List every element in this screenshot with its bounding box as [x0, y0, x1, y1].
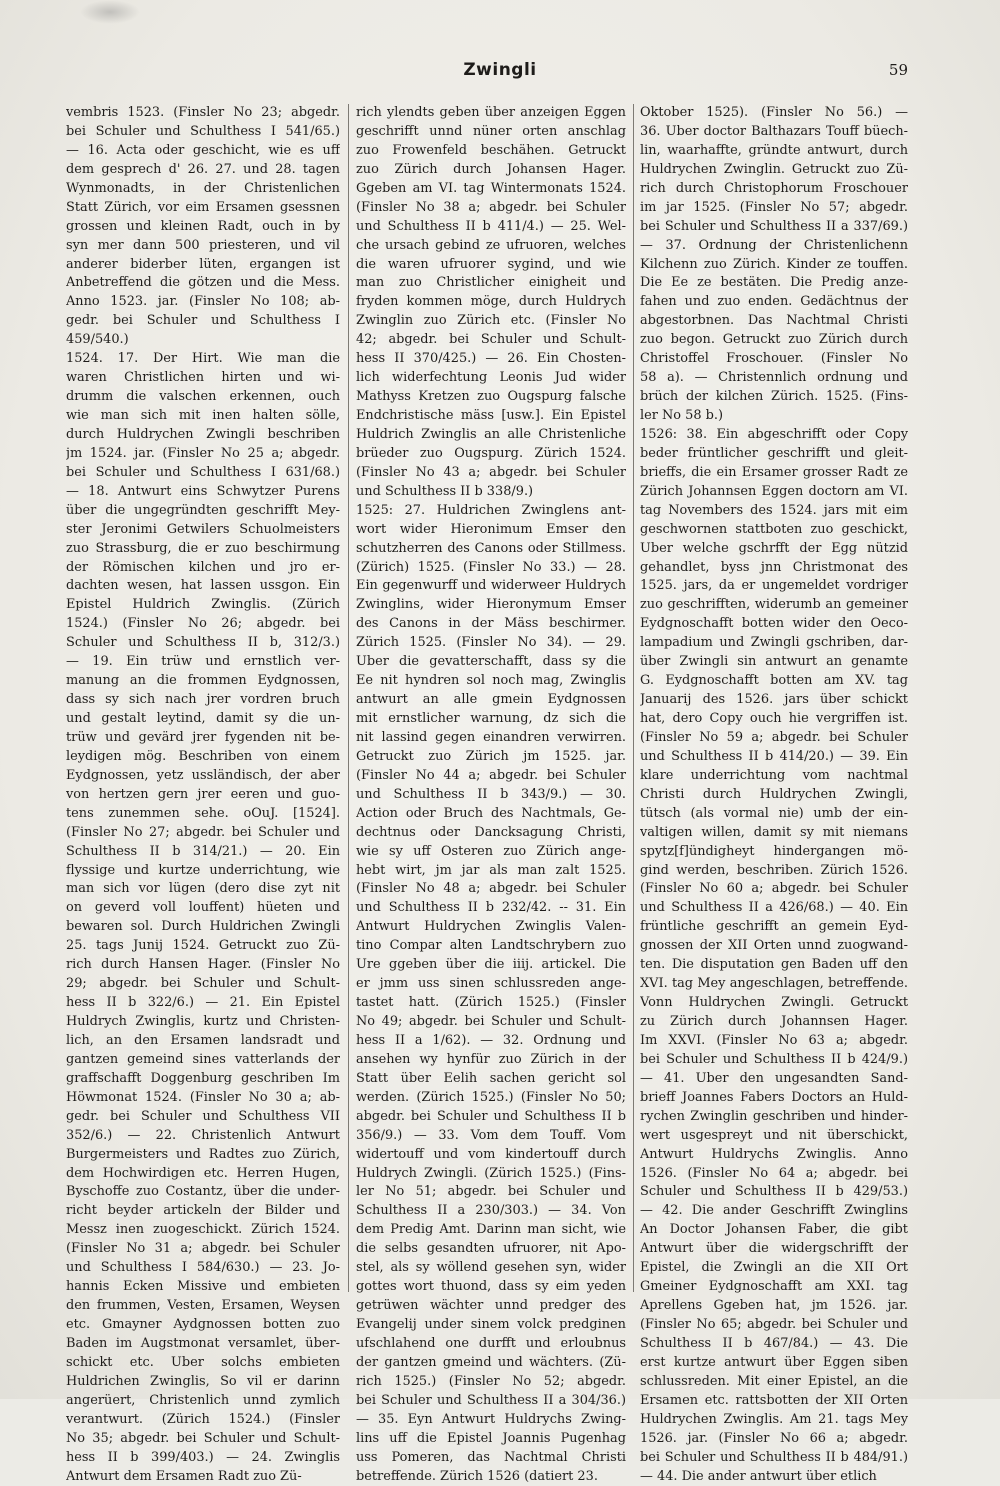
- text-line: und Schulthess II b 343/9.) — 30.: [356, 786, 626, 805]
- text-line: (Finsler No 48 a; abgedr. bei Schuler: [356, 880, 626, 899]
- text-line: und Schulthess II b 411/4.) — 25. Wel-: [356, 218, 626, 237]
- text-line: Statt Zürich, vor eim Ersamen gsessnen: [66, 199, 340, 218]
- text-line: lins uff die Epistel Joannis Pugenhag: [356, 1430, 626, 1449]
- text-line: dechtnus oder Dancksagung Christi,: [356, 824, 626, 843]
- text-line: Ure ggeben über die iiij. artickel. Die: [356, 956, 626, 975]
- text-line: che ursach gebind ze ufruoren, welches: [356, 237, 626, 256]
- text-line: 36. Uber doctor Balthazars Touff büech-: [640, 123, 908, 142]
- text-line: Schuler und Schulthess II b 429/53.): [640, 1183, 908, 1202]
- text-line: 356/9.) — 33. Vom dem Touff. Vom: [356, 1127, 626, 1146]
- text-line: betreffende. Zürich 1526 (datiert 23.: [356, 1468, 626, 1486]
- text-line: bei Schuler und Schulthess II b 484/91.): [640, 1449, 908, 1468]
- text-line: schlussreden. Mit einer Epistel, an die: [640, 1373, 908, 1392]
- text-line: bei Schuler und Schulthess II a 304/36.): [356, 1392, 626, 1411]
- text-line: stel, als sy wöllend gesehen syn, wider: [356, 1259, 626, 1278]
- text-line: geschrifft unnd nüner orten anschlag: [356, 123, 626, 142]
- text-line: und Schulthess I 584/630.) — 23. Jo-: [66, 1259, 340, 1278]
- text-line: rychen Zwinglin geschriben und hinder-: [640, 1108, 908, 1127]
- text-line: mit ernstlicher warnung, dz sich die: [356, 710, 626, 729]
- text-line: gedr. bei Schuler und Schulthess VII: [66, 1108, 340, 1127]
- text-line: gnossen der XII Orten unnd zuogwand-: [640, 937, 908, 956]
- text-line: geschwornen stattboten zuo geschickt,: [640, 521, 908, 540]
- text-line: Ee nit hyndren sol noch mag, Zwinglis: [356, 672, 626, 691]
- text-line: (Finsler No 43 a; abgedr. bei Schuler: [356, 464, 626, 483]
- text-line: ansehen wy hynfür zuo Zürich in der: [356, 1051, 626, 1070]
- text-line: Christi durch Huldrychen Zwingli,: [640, 786, 908, 805]
- text-line: früntliche geschrifft an gemein Eyd-: [640, 918, 908, 937]
- text-line: gantzen gemeind sines vatterlands der: [66, 1051, 340, 1070]
- text-line: klare underrichtung vom nachtmal: [640, 767, 908, 786]
- text-line: — 37. Ordnung der Christenlichenn: [640, 237, 908, 256]
- ink-smudge: [80, 0, 140, 24]
- text-line: der Römischen kilchen und jro er-: [66, 559, 340, 578]
- text-line: Anno 1523. jar. (Finsler No 108; ab-: [66, 293, 340, 312]
- text-line: 1526: 38. Ein abgeschrifft oder Copy: [640, 426, 908, 445]
- text-line: Byschoffe zuo Costantz, über die under-: [66, 1183, 340, 1202]
- text-line: 1525. jars, da er ungemeldet vordriger: [640, 577, 908, 596]
- text-line: Epistel Huldrich Zwinglis. (Zürich: [66, 596, 340, 615]
- text-line: ster Jeronimi Getwilers Schuolmeisters: [66, 521, 340, 540]
- text-line: 58 a). — Christennlich ordnung und: [640, 369, 908, 388]
- text-line: Vonn Huldrychen Zwingli. Getruckt: [640, 994, 908, 1013]
- text-line: 1524.) (Finsler No 26; abgedr. bei: [66, 615, 340, 634]
- text-line: Antwurt dem Ersamen Radt zuo Zü-: [66, 1468, 340, 1486]
- text-line: Die Ee ze bestäten. Die Predig anze-: [640, 274, 908, 293]
- text-line: trüw und gevärd jrer fygenden nit be-: [66, 729, 340, 748]
- page-number: 59: [889, 61, 908, 79]
- text-line: (Finsler No 65; abgedr. bei Schuler und: [640, 1316, 908, 1335]
- text-line: 352/6.) — 22. Christenlich Antwurt: [66, 1127, 340, 1146]
- text-line: hess II a 1/62). — 32. Ordnung und: [356, 1032, 626, 1051]
- text-line: zuo geschrifften, widerumb an gemeiner: [640, 596, 908, 615]
- text-line: Zürich 1525. (Finsler No 34). — 29.: [356, 634, 626, 653]
- text-line: tag Novembers des 1524. jars mit eim: [640, 502, 908, 521]
- text-line: beder früntlicher geschrifft und gleit-: [640, 445, 908, 464]
- text-line: schickt etc. Uber solchs embieten: [66, 1354, 340, 1373]
- text-line: Baden im Augstmonat versamlet, über-: [66, 1335, 340, 1354]
- text-line: lin, waarhaffte, gründte antwurt, durch: [640, 142, 908, 161]
- text-line: erst kurtze antwurt über Eggen siben: [640, 1354, 908, 1373]
- text-line: Zwinglin zuo Zürich etc. (Finsler No: [356, 312, 626, 331]
- text-line: zuo begon. Getruckt zuo Zürich durch: [640, 331, 908, 350]
- text-line: Uber die gevatterschafft, dass sy die: [356, 653, 626, 672]
- text-line: rich durch Hansen Hager. (Finsler No: [66, 956, 340, 975]
- text-line: zuo Zürich durch Johansen Hager.: [356, 161, 626, 180]
- text-line: Antwurt über die widergschrifft der: [640, 1240, 908, 1259]
- text-line: über die ungegründten geschrifft Mey-: [66, 502, 340, 521]
- text-line: (Finsler No 31 a; abgedr. bei Schuler: [66, 1240, 340, 1259]
- text-line: tütsch (als vormal nie) umb der ein-: [640, 805, 908, 824]
- text-line: die selbs gesandten ufruorer, nit Apo-: [356, 1240, 626, 1259]
- text-line: Schulthess II a 230/303.) — 34. Von: [356, 1202, 626, 1221]
- text-line: lich widerfechtung Leonis Jud wider: [356, 369, 626, 388]
- text-line: rich 1525.) (Finsler No 52; abgedr.: [356, 1373, 626, 1392]
- text-line: hebt wirt, jm jar als man zalt 1525.: [356, 862, 626, 881]
- text-line: wort wider Hieronimum Emser den: [356, 521, 626, 540]
- text-line: 1524. 17. Der Hirt. Wie man die: [66, 350, 340, 369]
- text-line: gehandlet, byss jnn Christmonat des: [640, 559, 908, 578]
- text-line: und Schulthess II b 232/42. -- 31. Ein: [356, 899, 626, 918]
- text-line: No 35; abgedr. bei Schuler und Schult-: [66, 1430, 340, 1449]
- text-line: Huldrich Zwinglis an alle Christenliche: [356, 426, 626, 445]
- text-line: Mathyss Kretzen zuo Ougspurg falsche: [356, 388, 626, 407]
- text-line: valtigen willen, damit sy mit niemans: [640, 824, 908, 843]
- text-line: graffschafft Doggenburg geschriben Im: [66, 1070, 340, 1089]
- text-column-2: [356, 104, 626, 1486]
- text-line: dachten wesen, hat lassen ussgon. Ein: [66, 577, 340, 596]
- text-line: gottes wort thuond, dass sy eim yeden: [356, 1278, 626, 1297]
- text-line: wie sy uff Osteren zuo Zürich ange-: [356, 843, 626, 862]
- text-line: anderer biderber lüten, ergangen ist: [66, 256, 340, 275]
- text-line: Im XXVI. (Finsler No 63 a; abgedr.: [640, 1032, 908, 1051]
- text-line: — 35. Eyn Antwurt Huldrychs Zwing-: [356, 1411, 626, 1430]
- text-line: Wynmonadts, in der Christenlichen: [66, 180, 340, 199]
- text-line: angerüert, Christenlich unnd zymlich: [66, 1392, 340, 1411]
- text-line: ler No 58 b.): [640, 407, 908, 426]
- text-line: (Finsler No 44 a; abgedr. bei Schuler: [356, 767, 626, 786]
- text-line: leydigen mög. Beschriben von einem: [66, 748, 340, 767]
- text-line: die waren ufruorer sygind, und wie: [356, 256, 626, 275]
- text-line: XVI. tag Mey angeschlagen, betreffende.: [640, 975, 908, 994]
- text-line: uss Pomeren, das Nachtmal Christi: [356, 1449, 626, 1468]
- text-line: Epistel, die Zwingli an die XII Ort: [640, 1259, 908, 1278]
- text-line: wie man sich mit inen halten sölle,: [66, 407, 340, 426]
- text-line: Endchristische mäss [usw.]. Ein Epistel: [356, 407, 626, 426]
- text-line: (Finsler No 60 a; abgedr. bei Schuler: [640, 880, 908, 899]
- text-line: bei Schuler und Schulthess II b 424/9.): [640, 1051, 908, 1070]
- text-line: tastet hatt. (Zürich 1525.) (Finsler: [356, 994, 626, 1013]
- text-line: (Finsler No 27; abgedr. bei Schuler und: [66, 824, 340, 843]
- text-line: Januarij des 1526. jars über schickt: [640, 691, 908, 710]
- text-line: und gestalt leytind, damit sy die un-: [66, 710, 340, 729]
- text-line: abgestorbnen. Das Nachtmal Christi: [640, 312, 908, 331]
- text-line: werden. (Zürich 1525.) (Finsler No 50;: [356, 1089, 626, 1108]
- text-line: 1525: 27. Huldrichen Zwinglens ant-: [356, 502, 626, 521]
- text-line: fryden kommen möge, durch Huldrych: [356, 293, 626, 312]
- text-line: dem Predig Amt. Darinn man sicht, wie: [356, 1221, 626, 1240]
- text-line: Statt über Eelih sachen gericht sol: [356, 1070, 626, 1089]
- text-line: 1526. jar. (Finsler No 66 a; abgedr.: [640, 1430, 908, 1449]
- text-line: Evangelij under sinem volck predginen: [356, 1316, 626, 1335]
- text-line: Gmeiner Eydgnoschafft am XXI. tag: [640, 1278, 908, 1297]
- text-line: (Finsler No 38 a; abgedr. bei Schuler: [356, 199, 626, 218]
- text-line: Ggeben am VI. tag Wintermonats 1524.: [356, 180, 626, 199]
- text-line: lich, an den Ersamen landsradt und: [66, 1032, 340, 1051]
- text-line: Huldrych Zwinglis, kurtz und Christen-: [66, 1013, 340, 1032]
- text-line: An Doctor Johansen Faber, die gibt: [640, 1221, 908, 1240]
- text-line: wert usgespreyt und nit überschickt,: [640, 1127, 908, 1146]
- text-line: Antwurt Huldrychen Zwinglis Valen-: [356, 918, 626, 937]
- text-line: brieff Joannes Fabers Doctors an Huld-: [640, 1089, 908, 1108]
- text-column-1: [66, 104, 340, 1486]
- text-line: grossen und kleinen Radt, ouch in by: [66, 218, 340, 237]
- text-line: tens zunemmen sehe. oOuJ. [1524].: [66, 805, 340, 824]
- text-line: Huldrychen Zwinglis. Am 21. tags Mey: [640, 1411, 908, 1430]
- text-line: Aprellens Ggeben hat, jm 1526. jar.: [640, 1297, 908, 1316]
- text-line: gind werden, beschriben. Zürich 1526.: [640, 862, 908, 881]
- text-line: — 18. Antwurt eins Schwytzer Purens: [66, 483, 340, 502]
- text-line: brüeder zuo Ougspurg. Zürich 1524.: [356, 445, 626, 464]
- text-line: bewaren sol. Durch Huldrichen Zwingli: [66, 918, 340, 937]
- text-line: nit lassind gegen einandren verwirren.: [356, 729, 626, 748]
- page-title: Zwingli: [0, 60, 1000, 80]
- text-line: Ein gegenwurff und widerweer Huldrych: [356, 577, 626, 596]
- text-line: drumm die valschen erkennen, ouch: [66, 388, 340, 407]
- text-line: Eydgnoschafft botten wider den Oeco-: [640, 615, 908, 634]
- text-line: on geverd voll louffent) hüeten und: [66, 899, 340, 918]
- text-line: hess II b 399/403.) — 24. Zwinglis: [66, 1449, 340, 1468]
- text-line: der gantzen gmeind und wächters. (Zü-: [356, 1354, 626, 1373]
- text-line: gedr. bei Schuler und Schulthess I: [66, 312, 340, 331]
- text-line: verantwurt. (Zürich 1524.) (Finsler: [66, 1411, 340, 1430]
- text-line: manung an die frommen Eydgnossen,: [66, 672, 340, 691]
- text-line: zu Zürich durch Johannsen Hager.: [640, 1013, 908, 1032]
- text-line: Zwinglins, wider Hieronymum Emser: [356, 596, 626, 615]
- text-line: (Zürich) 1525. (Finsler No 33.) — 28.: [356, 559, 626, 578]
- text-line: und Schulthess II b 414/20.) — 39. Ein: [640, 748, 908, 767]
- text-line: — 19. Ein trüw und ernstlich ver-: [66, 653, 340, 672]
- text-line: lampadium und Zwingli gschriben, dar-: [640, 634, 908, 653]
- text-line: ufschlahend one durfft und erloubnus: [356, 1335, 626, 1354]
- text-line: Huldrych Zwingli. (Zürich 1525.) (Fins-: [356, 1165, 626, 1184]
- text-line: tino Compar alten Landtschrybern zuo: [356, 937, 626, 956]
- text-line: brieffs, die ein Ersamer grosser Radt ze: [640, 464, 908, 483]
- text-line: bei Schuler und Schulthess II a 337/69.): [640, 218, 908, 237]
- text-line: antwurt an alle gmein Eydgnossen: [356, 691, 626, 710]
- text-line: Messz inen zuogeschickt. Zürich 1524.: [66, 1221, 340, 1240]
- text-line: Huldrichen Zwinglis, So vil er darinn: [66, 1373, 340, 1392]
- text-line: Christoffel Froschouer. (Finsler No: [640, 350, 908, 369]
- text-line: ler No 51; abgedr. bei Schuler und: [356, 1183, 626, 1202]
- text-line: rich durch Christophorum Froschouer: [640, 180, 908, 199]
- text-line: Schulthess II b 314/21.) — 20. Ein: [66, 843, 340, 862]
- text-line: hess II 370/425.) — 26. Ein Chosten-: [356, 350, 626, 369]
- text-line: flyssige und kurtze underrichtung, wie: [66, 862, 340, 881]
- text-line: im jar 1525. (Finsler No 57; abgedr.: [640, 199, 908, 218]
- text-line: hat, dero Copy ouch hie vergriffen ist.: [640, 710, 908, 729]
- text-line: spytz[f]ündigheyt hindergangen mö-: [640, 843, 908, 862]
- text-line: von hertzen gern jrer eeren und guo-: [66, 786, 340, 805]
- text-line: Action oder Bruch des Nachtmals, Ge-: [356, 805, 626, 824]
- text-line: rich ylendts geben über anzeigen Eggen: [356, 104, 626, 123]
- text-line: jm 1524. jar. (Finsler No 25 a; abgedr.: [66, 445, 340, 464]
- text-line: und Schulthess II a 426/68.) — 40. Ein: [640, 899, 908, 918]
- text-line: Oktober 1525). (Finsler No 56.) —: [640, 104, 908, 123]
- text-line: über Zwingli sin antwurt an genamte: [640, 653, 908, 672]
- text-line: Uber welche gschrfft der Egg nützid: [640, 540, 908, 559]
- text-line: brüch der kilchen Zürich. 1525. (Fins-: [640, 388, 908, 407]
- text-line: Kilchenn zuo Zürich. Kinder ze touffen.: [640, 256, 908, 275]
- text-line: Burgermeisters und Radtes zuo Zürich,: [66, 1146, 340, 1165]
- text-line: — 16. Acta oder geschicht, wie es uff: [66, 142, 340, 161]
- text-line: No 49; abgedr. bei Schuler und Schult-: [356, 1013, 626, 1032]
- text-line: vembris 1523. (Finsler No 23; abgedr.: [66, 104, 340, 123]
- text-line: abgedr. bei Schuler und Schulthess II b: [356, 1108, 626, 1127]
- text-line: getrüwen wächter unnd predger des: [356, 1297, 626, 1316]
- text-line: widertouff und vom kindertouff durch: [356, 1146, 626, 1165]
- text-line: fahen und zuo enden. Gedächtnus der: [640, 293, 908, 312]
- text-line: des Canons in der Mäss beschirmer.: [356, 615, 626, 634]
- text-line: Zürich Johannsen Eggen doctorn am VI.: [640, 483, 908, 502]
- text-line: Antwurt Huldrychs Zwinglis. Anno: [640, 1146, 908, 1165]
- text-line: dass sy sich nach jrer vordren bruch: [66, 691, 340, 710]
- text-line: — 44. Die ander antwurt über etlich: [640, 1468, 908, 1486]
- text-line: syn mer dann 500 priesteren, und vil: [66, 237, 340, 256]
- text-line: dem Hochwirdigen etc. Herren Hugen,: [66, 1165, 340, 1184]
- text-line: Anbetreffend die götzen und die Mess.: [66, 274, 340, 293]
- text-line: 42; abgedr. bei Schuler und Schult-: [356, 331, 626, 350]
- text-line: 29; abgedr. bei Schuler und Schult-: [66, 975, 340, 994]
- text-line: (Finsler No 59 a; abgedr. bei Schuler: [640, 729, 908, 748]
- text-line: Schulthess II b 467/84.) — 43. Die: [640, 1335, 908, 1354]
- text-line: G. Eydgnoschafft botten am XV. tag: [640, 672, 908, 691]
- text-line: zuo Strassburg, die er zuo beschirmung: [66, 540, 340, 559]
- text-line: 25. tags Junij 1524. Getruckt zuo Zü-: [66, 937, 340, 956]
- text-line: dem gesprech d' 26. 27. und 28. tagen: [66, 161, 340, 180]
- text-line: bei Schuler und Schulthess I 541/65.): [66, 123, 340, 142]
- text-line: ten. Die disputation gen Baden uff den: [640, 956, 908, 975]
- text-column-3: [640, 104, 908, 1486]
- text-line: durch Huldrychen Zwingli beschriben: [66, 426, 340, 445]
- text-line: hess II b 322/6.) — 21. Ein Epistel: [66, 994, 340, 1013]
- text-line: man zuo Christlicher einigheit und: [356, 274, 626, 293]
- text-line: den frummen, Vesten, Ersamen, Weysen: [66, 1297, 340, 1316]
- text-line: man sich vor lügen (dero dise zyt nit: [66, 880, 340, 899]
- text-line: Getruckt zuo Zürich jm 1525. jar.: [356, 748, 626, 767]
- text-line: und Schulthess II b 338/9.): [356, 483, 626, 502]
- text-line: zuo Frowenfeld beschähen. Getruckt: [356, 142, 626, 161]
- text-line: bei Schuler und Schulthess I 631/68.): [66, 464, 340, 483]
- text-line: Höwmonat 1524. (Finsler No 30 a; ab-: [66, 1089, 340, 1108]
- text-line: er jmm uss sinen schlussreden ange-: [356, 975, 626, 994]
- text-line: — 41. Uber den ungesandten Sand-: [640, 1070, 908, 1089]
- column-divider-1: [348, 104, 349, 1292]
- text-line: Eydgnossen, yetz ussländisch, der aber: [66, 767, 340, 786]
- column-divider-2: [633, 104, 634, 1292]
- text-line: waren Christlichen hirten und wi-: [66, 369, 340, 388]
- text-line: 459/540.): [66, 331, 340, 350]
- text-line: schutzherren des Canons oder Stillmess.: [356, 540, 626, 559]
- text-line: richt beyder artickeln der Bilder und: [66, 1202, 340, 1221]
- text-line: Huldrychen Zwinglin. Getruckt zuo Zü-: [640, 161, 908, 180]
- text-line: — 42. Die ander Geschrifft Zwinglins: [640, 1202, 908, 1221]
- text-line: hannis Ecken Missive und embieten: [66, 1278, 340, 1297]
- text-line: 1526. (Finsler No 64 a; abgedr. bei: [640, 1165, 908, 1184]
- text-line: Schuler und Schulthess II b, 312/3.): [66, 634, 340, 653]
- text-line: Ersamen etc. rattsbotten der XII Orten: [640, 1392, 908, 1411]
- text-line: etc. Gmayner Aydgnossen botten zuo: [66, 1316, 340, 1335]
